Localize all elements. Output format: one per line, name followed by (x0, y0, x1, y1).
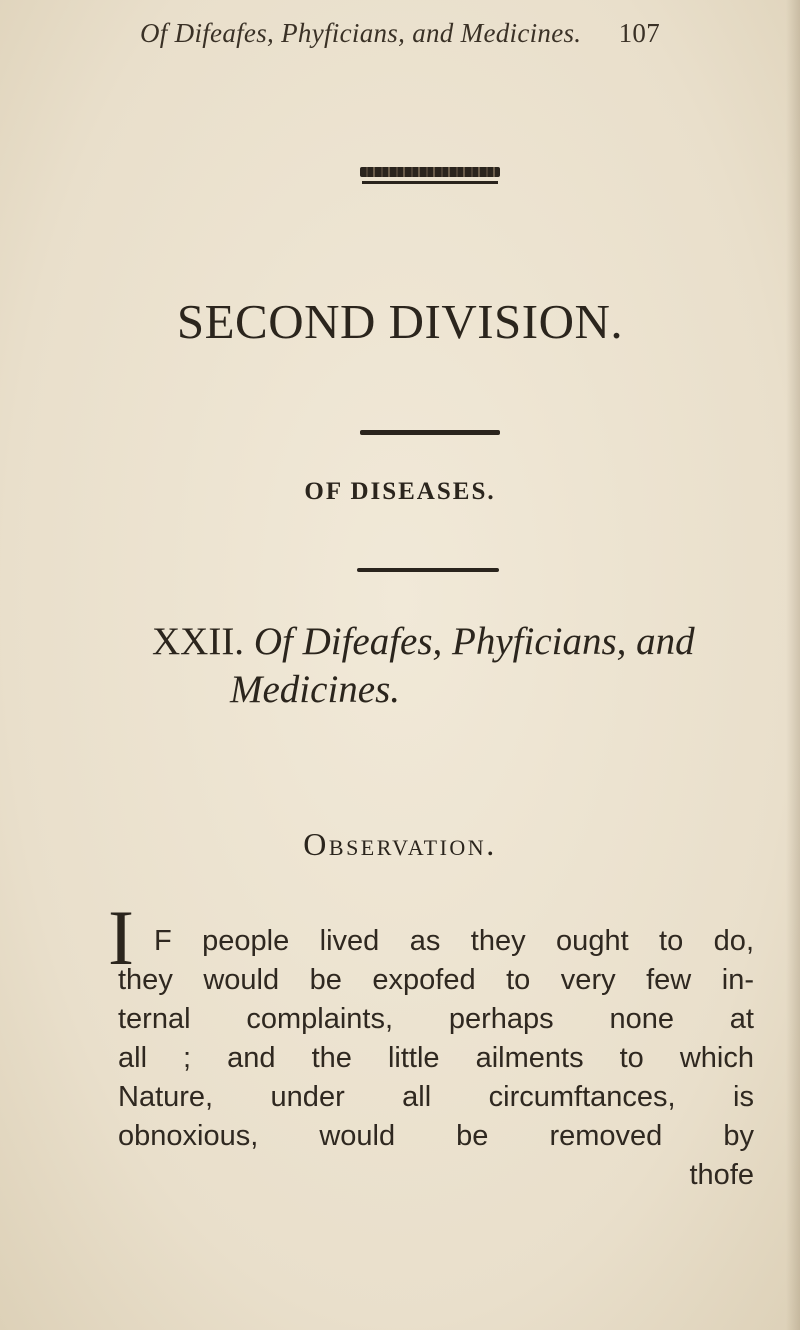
body-paragraph (118, 922, 754, 1195)
body-line: all ; and the little ailments to which (118, 1042, 754, 1074)
running-head-title: Of Difeafes, Phyficians, and Medicines. (140, 18, 582, 48)
chapter-title-line1: Of Difeafes, Phyficians, and (253, 620, 695, 663)
body-line: they would be expofed to very few in- (118, 964, 754, 996)
division-title: SECOND DIVISION. (176, 294, 624, 349)
catchword: thofe (689, 1159, 754, 1191)
body-line: F people lived as they ought to do, (154, 925, 754, 957)
chapter-heading (152, 618, 712, 714)
section-subtitle: OF DISEASES. (304, 478, 496, 505)
chapter-title-line2: Medicines. (230, 668, 401, 711)
body-line: Nature, under all circumftances, is (118, 1081, 754, 1113)
running-head (140, 18, 660, 58)
observation-heading: Observation. (303, 826, 497, 862)
divider-rule (360, 430, 500, 435)
body-line: ternal complaints, perhaps none at (118, 1003, 754, 1035)
page-edge-shadow (786, 0, 800, 1330)
drop-cap: I (108, 894, 134, 981)
body-line: obnoxious, would be removed by (118, 1120, 754, 1152)
chapter-number: XXII. (152, 620, 245, 663)
divider-rule (357, 568, 499, 572)
page-number: 107 (618, 18, 660, 48)
header-ornament-rule (362, 181, 498, 184)
header-ornament (360, 167, 500, 177)
